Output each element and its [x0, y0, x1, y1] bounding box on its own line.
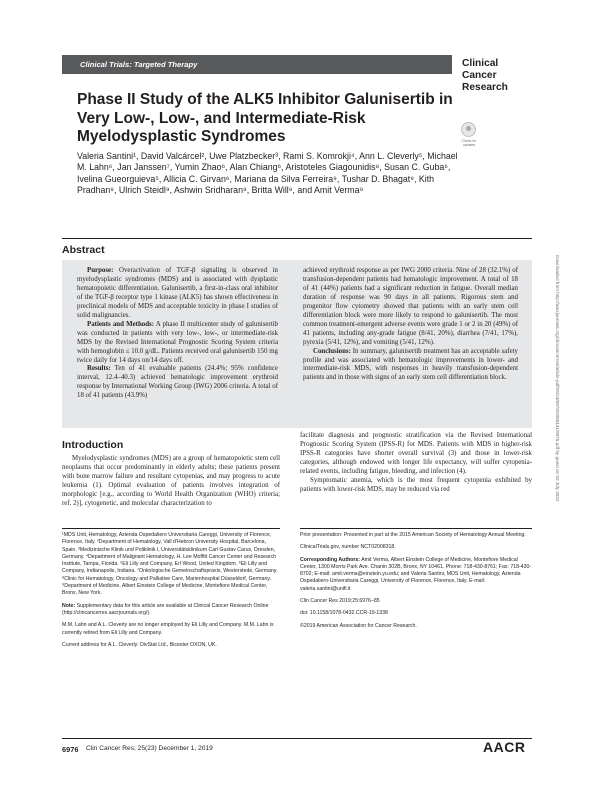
corr-lead: Corresponding Authors: — [300, 556, 361, 563]
footnote-divider — [62, 528, 280, 529]
crossmark-icon[interactable] — [461, 122, 476, 137]
author-list: Valeria Santini¹, David Valcárcel², Uwe Platzbecker³, Rami S. Komrokji⁴, Ann L. Cleverly⁵, Michael M. Lahn⁶, Jan Janssen⁷, Yumin Zhao⁶, Alan Chiang⁶, Aristoteles Giagounidis⁸, Susan C. Guba⁶, Ivelina Gueorguieva⁵, Allicia C. Girvan⁶, Mariana da Silva Ferreira⁹, Tushar D. Bhagat⁹, Kith Pradhan⁹, Ulrich Steidl⁹, Ashwin Sridharan⁹, Britta Will⁹, and Amit Verma⁹ — [77, 151, 458, 195]
journal-logo-line: Clinical — [462, 58, 499, 69]
download-note-text: Downloaded from http://aacrjournals.org/clincancerres/article-pdf/25/23/6976/2055131/6976.pdf by guest on 02 July 2022 — [555, 255, 560, 502]
employment-note: M.M. Lahn and A.L. Cleverly are no longer employed by Eli Lilly and Company. M.M. Lahn is currently retired from Eli Lilly and Company. — [62, 622, 274, 636]
abstract-lead: Patients and Methods: — [87, 320, 155, 328]
copyright: ©2019 American Association for Cancer Research. — [300, 622, 417, 629]
clinicaltrials-id: ClinicalTrials.gov, number NCT02008318. — [300, 544, 396, 551]
intro-paragraph: Symptomatic anemia, which is the most frequent cytopenia exhibited by patients with lower-risk MDS, may be reduced via red — [300, 476, 532, 493]
footer-journal-line: Clin Cancer Res; 25(23) December 1, 2019 — [86, 745, 213, 752]
footnotes-left — [62, 532, 280, 654]
footnotes-right — [300, 532, 532, 635]
intro-left-column — [62, 455, 280, 509]
corresponding-authors — [300, 557, 532, 593]
download-note — [552, 255, 560, 585]
article-title: Phase II Study of the ALK5 Inhibitor Galunisertib in Very Low-, Low-, and Intermediate-Risk Myelodysplastic Syndromes — [77, 91, 453, 145]
crossmark-label: Check for updates — [461, 139, 477, 147]
corr-text: Amit Verma, Albert Einstein College of Medicine, Montefiore Medical Center, 1300 Morris Park Ave. Chanin 302B, Bronx, NY 10461. Phone: 718-430-8761; Fax: 718-430-8702; E-mail: amit.verma@einstein.yu.edu; and Valeria Santini, MDS Unit, Hematology, Azienda Ospedaliero-Universitaria Careggi, University of Florence, Florence, Italy. E-mail: valeria.santini@unifi.it — [300, 556, 532, 592]
divider — [62, 238, 532, 239]
footer-divider — [62, 738, 532, 739]
abstract-left-column — [77, 267, 278, 401]
section-tag: Clinical Trials: Targeted Therapy — [62, 55, 452, 74]
abstract-heading: Abstract — [62, 244, 105, 256]
abstract-text: A phase II multicenter study of galunisertib was conducted in patients with very low-, low-, or intermediate-risk MDS by the Revised International Prognostic Scoring System criteria with hemoglobin ≤ 10.0 g/dL. Patients received oral galunisertib 150 mg twice daily for 14 days on/14 days off. — [77, 320, 278, 364]
abstract-lead: Results: — [87, 365, 111, 373]
citation: Clin Cancer Res 2019;25:6976–85 — [300, 598, 380, 605]
page-number — [62, 745, 78, 754]
intro-paragraph: facilitate diagnosis and prognostic stratification via the Revised International Prognostic Scoring System (IPSS-R) for MDS. Patients with MDS in higher-risk IPSS-R categories have shorter overall survival (3) and those in lower-risk categories, although endowed with longer life expectancy, will suffer cytopenia-related events, including fatigue, bleeding, and infection (4). — [300, 432, 532, 475]
abstract-paragraph — [77, 321, 278, 366]
intro-paragraph: Myelodysplastic syndromes (MDS) are a group of hematopoietic stem cell neoplasms that occur predominantly in elderly adults; these patients present with bone marrow failure and resultant cytopenias, and may progress to acute leukemia (1). Optimal evaluation of patients involves integration of morphologic [e.g., according to World Health Organization (WHO) criteria; ref. 2)], cytogenetic, and molecular characterization to — [62, 455, 280, 507]
note-text: Supplementary data for this article are available at Clinical Cancer Research Online (http://clincancerres.aacrjournals.org/). — [62, 602, 269, 616]
introduction-heading: Introduction — [62, 439, 124, 451]
footnote-divider — [300, 528, 532, 529]
abstract-lead: Purpose: — [87, 267, 114, 274]
note-lead: Note: — [62, 602, 76, 609]
abstract-paragraph — [77, 267, 278, 321]
affiliations: ¹MDS Unit, Hematology, Azienda Ospedaliero Universitaria Careggi, University of Florence, Florence, Italy. ²Department of Hematology, Vall d'Hebron University Hospital, Barcelona, Spain. ³Medizinische Klinik und Poliklinik I, Universitätsklinikum Carl Gustav Carus, Dresden, Germany. ⁴Department of Malignant Hematology, H. Lee Moffitt Cancer Center and Research Institute, Tampa, Florida. ⁵Eli Lilly and Company, Erl Wood, United Kingdom. ⁶Eli Lilly and Company, Indianapolis, Indiana. ⁷Onkologische Gemeinschaftspraxis, Westerstede, Germany. ⁸Clinic for Hematology, Oncology and Palliative Care, Marienhospital Düsseldorf, Germany. ⁹Department of Medicine, Albert Einstein College of Medicine, Montefiore Medical Center, Bronx, New York. — [62, 532, 278, 597]
journal-logo — [462, 58, 532, 94]
abstract-text: In summary, galunisertib treatment has an acceptable safety profile and was associated with hematologic improvements in lower- and intermediate-risk MDS, with responses in heavily transfusion-dependent patients and in those with signs of an early stem cell differentiation block. — [303, 347, 518, 382]
page-number-text: 6976 — [62, 745, 79, 754]
journal-logo-line: Research — [462, 82, 508, 93]
abstract-text: Overactivation of TGF-β signaling is observed in myelodysplastic syndromes (MDS) and is associated with dysplastic hematopoietic differentiation. Galunisertib, a first-in-class oral inhibitor of the TGF-β receptor type 1 kinase (ALK5) has shown effectiveness in preclinical models of MDS and acceptable toxicity in phase I studies of solid malignancies. — [77, 267, 278, 319]
doi: doi: 10.1158/1078-0432.CCR-19-1338 — [300, 610, 388, 617]
current-address: Current address for A.L. Cleverly: DivStat Ltd., Bicester OXON, UK. — [62, 641, 217, 648]
supplementary-note — [62, 603, 280, 618]
abstract-paragraph — [303, 267, 518, 348]
aacr-logo: AACR — [483, 739, 526, 755]
abstract-lead: Conclusions: — [313, 347, 351, 355]
abstract-paragraph — [303, 348, 518, 384]
abstract-text: Ten of 41 evaluable patients (24.4%; 95% confidence interval, 12.4–40.3) achieved hematologic improvement erythroid response by International Working Group (IWG) 2006 criteria. A total of 18 of 41 patients (43.9%) — [77, 365, 278, 400]
abstract-paragraph — [77, 365, 278, 401]
intro-right-column — [300, 432, 532, 495]
abstract-right-column — [303, 267, 518, 383]
abstract-text: achieved erythroid response as per IWG 2000 criteria. Nine of 28 (32.1%) of transfusion-dependent patients had hematologic improvement. A total of 18 of 41 (44%) patients had a significant reduction in fatigue. Overall median duration of response was 90 days in all patients. Rigorous stem and progenitor flow cytometry showed that patients with an early stem cell differentiation block were more likely to respond to galunisertib. The most common treatment-emergent adverse events were grade 1 or 2 in 20 (49%) of 41 patients, including any-grade fatigue (8/41, 20%), diarrhea (7/41, 17%), pyrexia (5/41, 12%), and vomiting (5/41, 12%). — [303, 267, 518, 346]
prior-presentation: Prior presentation: Presented in part at the 2015 American Society of Hematology Annual Meeting. — [300, 532, 526, 538]
journal-logo-line: Cancer — [462, 70, 497, 81]
